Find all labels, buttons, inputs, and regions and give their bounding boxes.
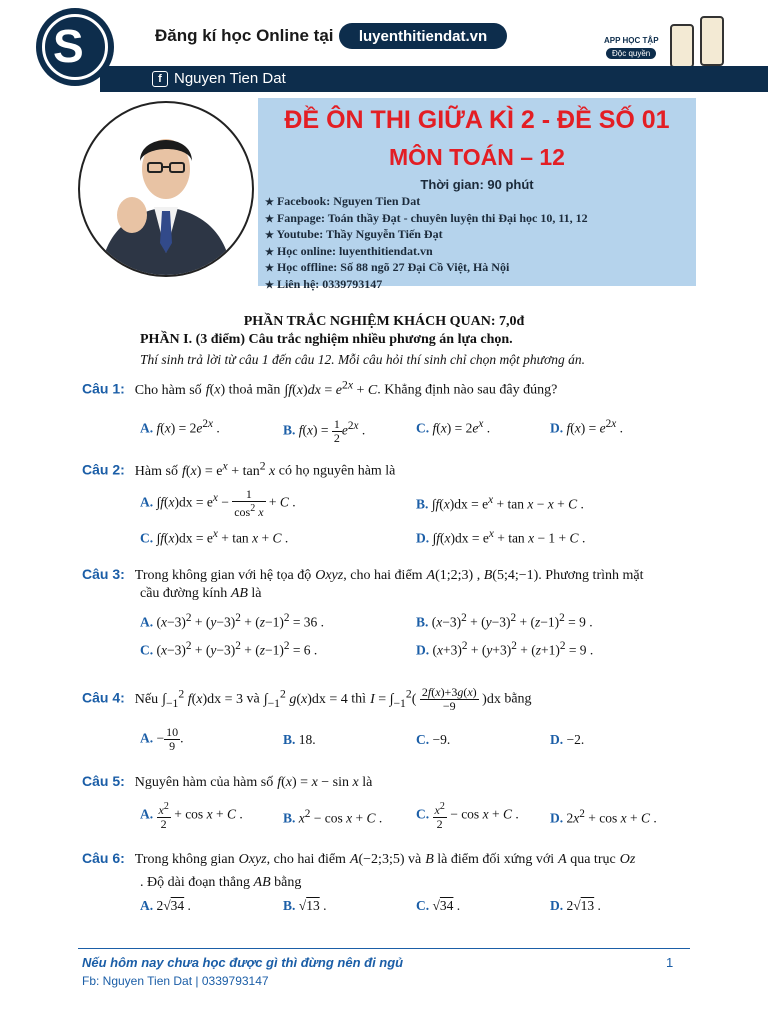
part-heading: PHẦN I. (3 điểm) Câu trắc nghiệm nhiều phương án lựa chọn. (140, 332, 513, 347)
footer-divider (78, 948, 690, 949)
q5-option-c[interactable]: C. $\frac{x^2}{2}$ − cos x + C . (416, 801, 519, 831)
q6-option-b[interactable]: B. √13 . (283, 898, 327, 913)
star-icon: ★ (265, 213, 274, 225)
question-3: Câu 3: Trong không gian với hệ tọa độ Oxyz, cho hai điểm A(1;2;3) , B(5;4;−1). Phương trình mặt (82, 566, 644, 583)
logo-ring: S (42, 14, 108, 80)
question-1: Câu 1: Cho hàm số f(x) thoả mãn $\int f(x)dx = e^{2x} + C$. Khẳng định nào sau đây đúng? (82, 378, 558, 398)
q4-option-a[interactable]: A. − $\frac{10}{9}$ . (140, 725, 184, 753)
footer-contact: Fb: Nguyen Tien Dat | 0339793147 (82, 974, 269, 988)
q2-option-b[interactable]: B. $\int f(x)dx = e^x + \tan x - x + C$ . (416, 494, 584, 512)
q5-option-b[interactable]: B. $x^2 - \cos x + C$ . (283, 808, 383, 826)
exam-title: ĐỀ ÔN THI GIỮA KÌ 2 - ĐỀ SỐ 01 (284, 106, 670, 134)
q5-option-d[interactable]: D. $2x^2 + \cos x + C$ . (550, 808, 657, 826)
q6-option-d[interactable]: D. 2√13 . (550, 898, 601, 913)
question-label: Câu 1: (82, 380, 125, 397)
exam-info-box (258, 98, 696, 291)
q5-option-a[interactable]: A. $\frac{x^2}{2}$ + cos x + C . (140, 801, 243, 831)
contact-line: ★ Học offline: Số 88 ngõ 27 Đại Cồ Việt, Hà Nội (265, 260, 510, 274)
question-label: Câu 5: (82, 773, 125, 789)
q4-option-b[interactable]: B. 18. (283, 732, 316, 747)
question-2: Câu 2: Hàm số $f(x) = e^x + \tan^2 x$ có họ nguyên hàm là (82, 459, 396, 479)
app-exclusive-badge: Độc quyền (606, 48, 656, 59)
teacher-portrait (78, 101, 254, 277)
q3-option-b[interactable]: B. $(x-3)^2 + (y-3)^2 + (z-1)^2 = 9$ . (416, 612, 593, 630)
contact-line: ★ Học online: luyenthitiendat.vn (265, 243, 433, 258)
question-label: Câu 2: (82, 461, 125, 478)
brand-logo (36, 8, 114, 86)
q3-option-c[interactable]: C. $(x-3)^2 + (y-3)^2 + (z-1)^2 = 6$ . (140, 640, 318, 658)
contact-list (265, 194, 588, 293)
question-5: Câu 5: Nguyên hàm của hàm số f(x) = x − sin x là (82, 773, 373, 790)
app-label: APP HỌC TẬP (604, 36, 659, 45)
exam-subject: MÔN TOÁN – 12 (389, 144, 565, 170)
question-label: Câu 4: (82, 689, 125, 706)
q3-option-d[interactable]: D. $(x+3)^2 + (y+3)^2 + (z+1)^2 = 9$ . (416, 640, 594, 658)
question-6: Câu 6: Trong không gian Oxyz, cho hai điểm A(−2;3;5) và B là điểm đối xứng với A qua trục Oz (82, 850, 636, 867)
star-icon: ★ (265, 230, 274, 241)
register-text: Đăng kí học Online tại (155, 26, 334, 45)
site-url-link[interactable]: luyenthitiendat.vn (339, 23, 507, 49)
star-icon: ★ (265, 197, 274, 208)
page-number: 1 (666, 955, 674, 970)
footer-motto: Nếu hôm nay chưa học được gì thì đừng nên đi ngủ (82, 955, 404, 970)
contact-line: ★ Youtube: Thầy Nguyễn Tiến Đạt (265, 227, 443, 241)
question-4: Câu 4: Nếu $\int_{-1}^2$ f(x)dx = 3 và $\int_{-1}^2$ g(x)dx = 4 thì $I = \int_{-1}^2$( $\frac{2f(x)+3g(x)}{-9}$ )dx bằng (82, 685, 532, 713)
star-icon: ★ (265, 263, 274, 274)
exam-duration: Thời gian: 90 phút (420, 177, 534, 192)
q6-option-a[interactable]: A. 2√34 . (140, 898, 191, 913)
star-icon: ★ (265, 279, 274, 291)
facebook-icon: f (152, 71, 168, 87)
phone-icon (670, 24, 694, 68)
q2-option-c[interactable]: C. $\int f(x)dx = e^x + \tan x + C$ . (140, 528, 289, 546)
question-label: Câu 3: (82, 566, 125, 582)
contact-line: ★ Facebook: Nguyen Tien Dat (265, 194, 421, 208)
q2-option-a[interactable]: A. $\int f(x)dx = e^x$ − $\frac{1}{\cos^2 x}$ + C . (140, 487, 296, 519)
instruction: Thí sinh trả lời từ câu 1 đến câu 12. Mỗi câu hỏi thí sinh chỉ chọn một phương án. (140, 352, 585, 367)
facebook-name[interactable]: Nguyen Tien Dat (174, 70, 286, 87)
q4-option-c[interactable]: C. −9. (416, 732, 451, 747)
contact-line: ★ Fanpage: Toán thầy Đạt - chuyên luyện thi Đại học 10, 11, 12 (265, 210, 588, 225)
q1-option-d[interactable]: D. $f(x) = e^{2x}$ . (550, 418, 623, 436)
q6-option-c[interactable]: C. √34 . (416, 898, 461, 913)
q4-option-d[interactable]: D. −2. (550, 732, 585, 747)
contact-line: ★ Liên hệ: 0339793147 (265, 276, 383, 291)
question-3-cont: cầu đường kính AB là (140, 586, 262, 601)
q3-option-a[interactable]: A. $(x-3)^2 + (y-3)^2 + (z-1)^2 = 36$ . (140, 612, 325, 630)
phone-icon-2 (700, 16, 724, 66)
question-6-cont: . Độ dài đoạn thẳng AB bằng (140, 875, 302, 890)
q1-option-b[interactable]: B. f(x) = $\frac{1}{2}$ $e^{2x}$ . (283, 417, 366, 445)
question-label: Câu 6: (82, 850, 125, 866)
q1-option-a[interactable]: A. $f(x) = 2e^{2x}$ . (140, 418, 220, 436)
section-heading: PHẦN TRẮC NGHIỆM KHÁCH QUAN: 7,0đ (243, 314, 525, 329)
star-icon: ★ (265, 246, 274, 258)
q1-option-c[interactable]: C. $f(x) = 2e^x$ . (416, 418, 491, 436)
q2-option-d[interactable]: D. $\int f(x)dx = e^x + \tan x - 1 + C$ . (416, 528, 586, 546)
